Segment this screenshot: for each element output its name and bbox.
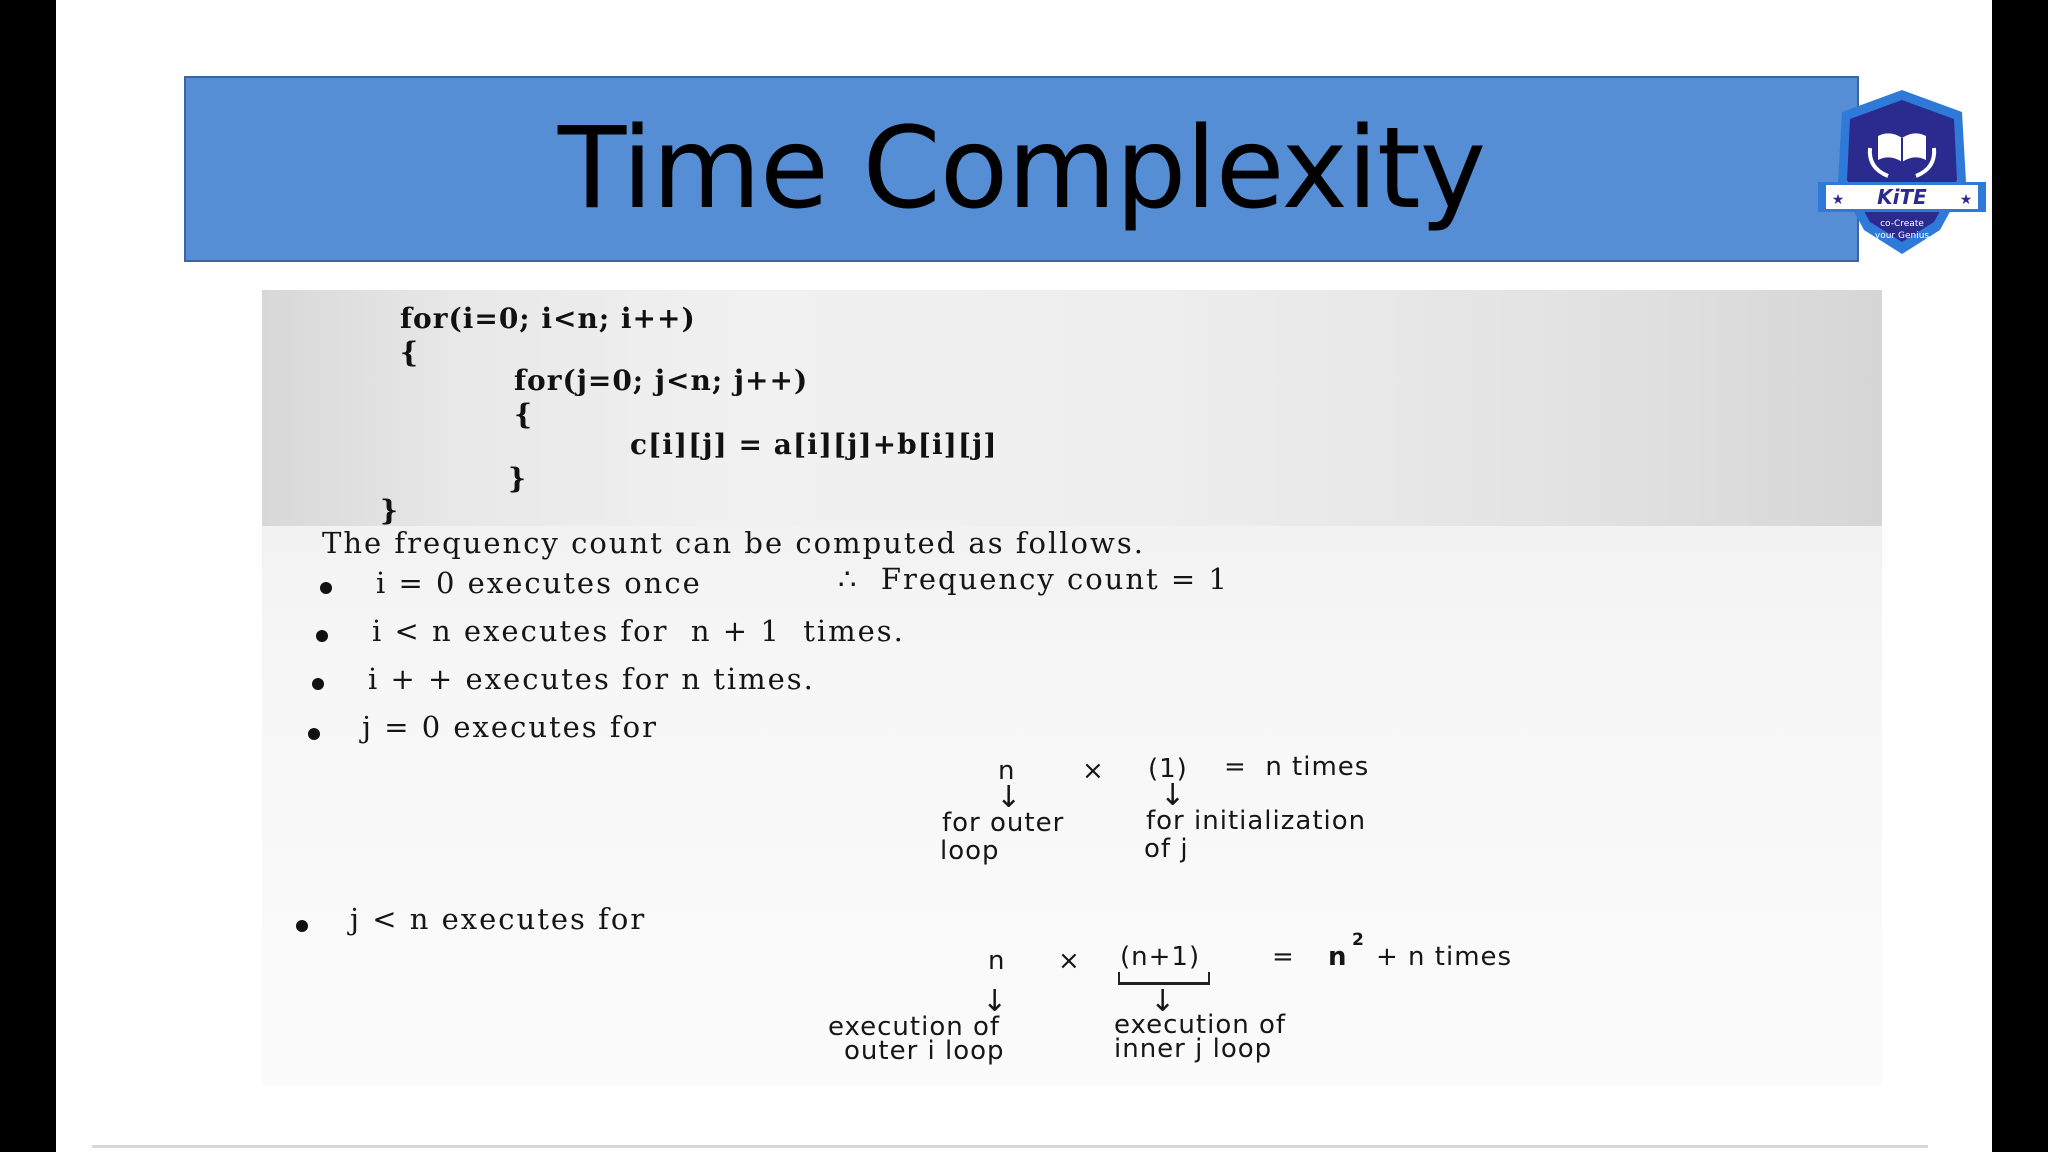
diag2-left: n [988, 946, 1006, 976]
svg-text:★: ★ [1831, 192, 1845, 208]
slide [56, 0, 1992, 1152]
bullet-2-text: i < n executes for n + 1 times. [372, 614, 905, 648]
bullet-dot [316, 630, 328, 642]
diag2-result-base: n [1328, 942, 1348, 972]
diag1-right: (1) [1148, 754, 1188, 784]
code-line-1: for(i=0; i<n; i++) [400, 302, 696, 335]
bullet-1-text: i = 0 executes once [376, 566, 702, 600]
diag1-right-note-1: for initialization [1146, 806, 1367, 836]
bullet-dot [308, 728, 320, 740]
diag1-right-note-2: of j [1144, 834, 1189, 864]
code-line-2: { [400, 336, 420, 369]
diag2-left-note-1: execution of [828, 1012, 1001, 1042]
logo-brand: KiTE [1877, 185, 1927, 209]
bullet-3-text: i + + executes for n times. [368, 662, 815, 696]
down-arrow-icon: ↓ [996, 780, 1022, 815]
bullet-4-text: j = 0 executes for [362, 710, 658, 744]
code-line-4: { [514, 398, 534, 431]
diag2-left-note-2: outer i loop [844, 1036, 1005, 1066]
bullet-dot [320, 582, 332, 594]
slide-title: Time Complexity [557, 104, 1486, 234]
logo-tagline-2: your Genius [1874, 231, 1930, 241]
diag1-left-note-1: for outer [942, 808, 1065, 838]
diag1-left-note-2: loop [940, 836, 1000, 866]
code-line-3: for(j=0; j<n; j++) [514, 364, 809, 397]
diag1-op: × [1082, 756, 1105, 786]
down-arrow-icon: ↓ [1150, 984, 1176, 1019]
diag2-op: × [1058, 946, 1081, 976]
bullet-1-suffix: ∴ Frequency count = 1 [838, 562, 1229, 596]
diag1-result: = n times [1224, 752, 1370, 782]
intro-text: The frequency count can be computed as follows. [322, 526, 1145, 560]
diag2-right-note-2: inner j loop [1114, 1034, 1273, 1064]
bullet-dot [296, 920, 308, 932]
diag2-result-tail: + n times [1376, 942, 1513, 972]
text-scan-region [262, 526, 1882, 1086]
diag2-right: (n+1) [1120, 942, 1201, 972]
code-line-5: c[i][j] = a[i][j]+b[i][j] [630, 428, 998, 461]
footer-divider [92, 1145, 1928, 1148]
diag2-result-exponent: 2 [1352, 930, 1365, 950]
bullet-5-text: j < n executes for [350, 902, 647, 936]
diag2-right-note-1: execution of [1114, 1010, 1287, 1040]
diag2-result-eq: = [1272, 942, 1295, 972]
bullet-dot [312, 678, 324, 690]
down-arrow-icon: ↓ [982, 984, 1008, 1019]
diag1-left: n [998, 756, 1016, 786]
code-line-7: } [380, 494, 400, 527]
svg-text:★: ★ [1959, 192, 1973, 208]
down-arrow-icon: ↓ [1160, 778, 1186, 813]
title-banner [184, 76, 1973, 262]
kite-logo [1816, 86, 1988, 260]
code-line-6: } [508, 462, 528, 495]
logo-tagline-1: co-Create [1880, 219, 1924, 229]
